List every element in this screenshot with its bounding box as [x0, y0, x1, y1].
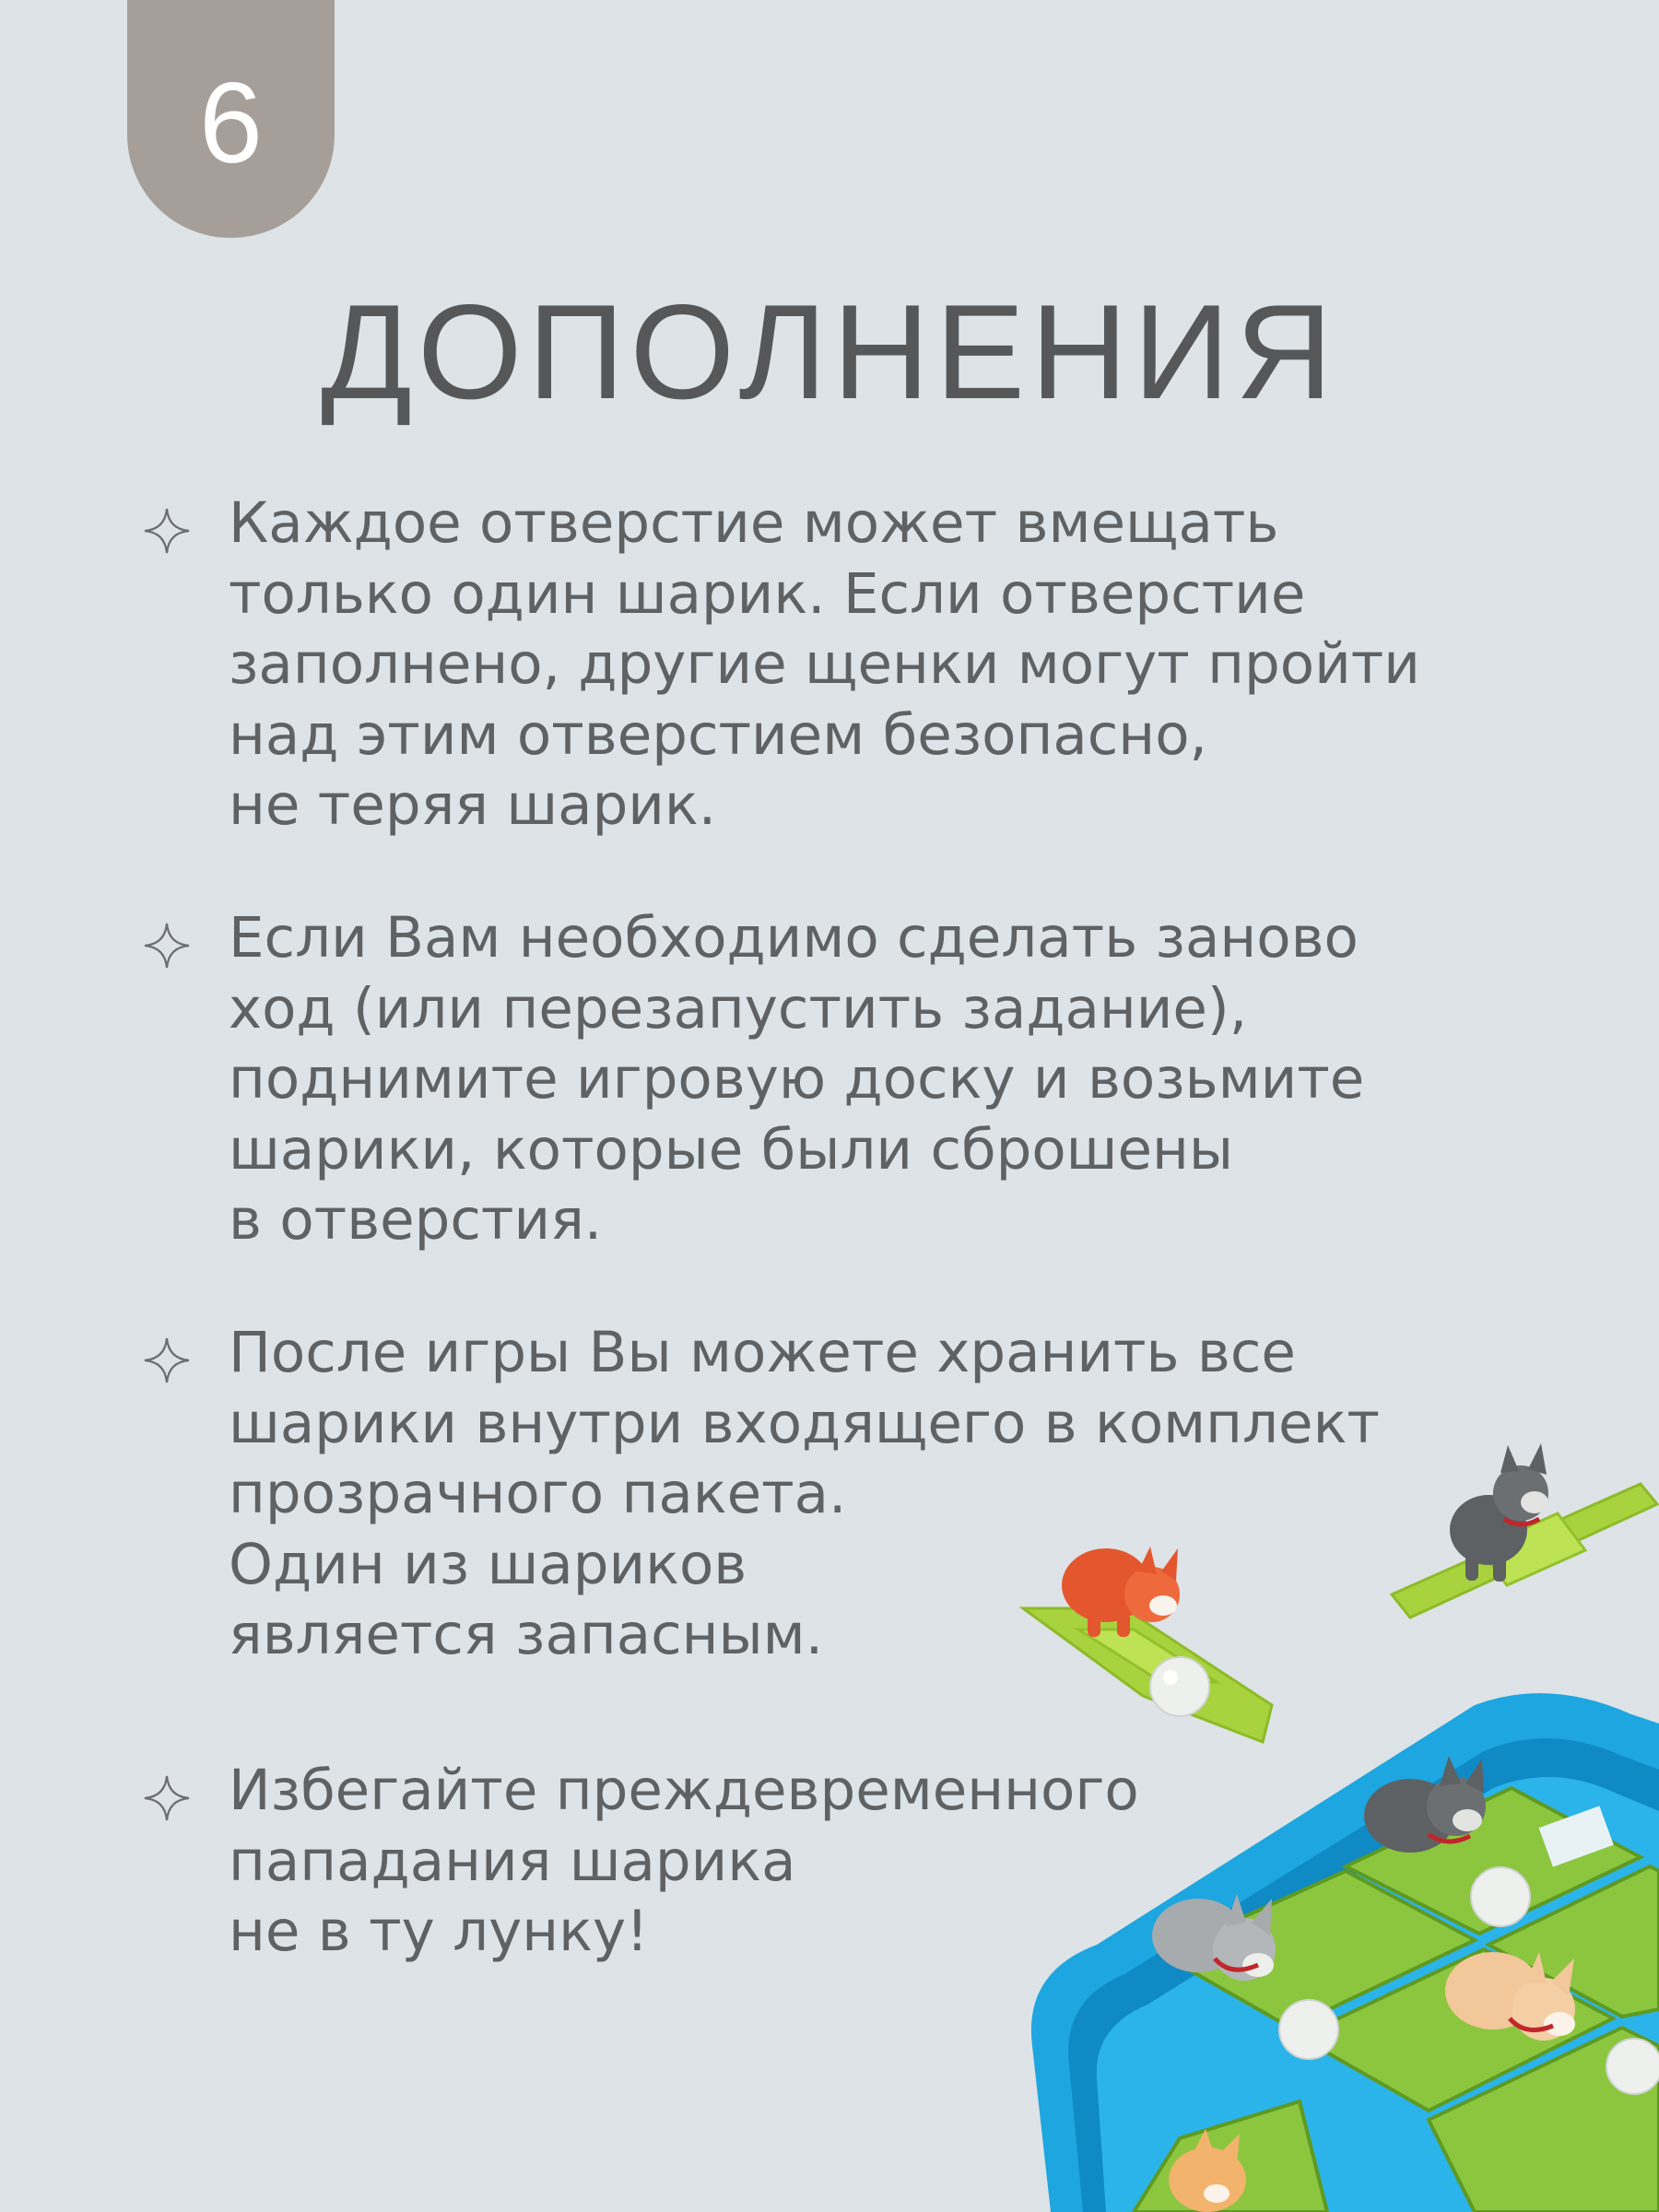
four-point-star-icon	[143, 922, 191, 970]
page-number: 6	[199, 60, 263, 187]
floating-tile-grey-dog	[1392, 1443, 1657, 1618]
puzzle-game-illustration	[995, 1401, 1659, 2212]
page-title: ДОПОЛНЕНИЯ	[321, 276, 1338, 427]
four-point-star-icon	[143, 1336, 191, 1384]
list-item-text: Избегайте преждевременного пападания шарика не в ту лунку!	[229, 1758, 1139, 1964]
four-point-star-icon	[143, 507, 191, 555]
four-point-star-icon	[143, 1774, 191, 1822]
list-item-text: После игры Вы можете хранить все шарики внутри входящего в комплект прозрачного пакета. Один из шариков является запасным.	[229, 1320, 1380, 1667]
list-item-text: Если Вам необходимо сделать заново ход (или перезапустить задание), поднимите игровую доску и возьмите шарики, которые были сброшены в отверстия.	[229, 905, 1365, 1253]
floating-tile-orange-dog	[1023, 1547, 1272, 1742]
page-number-badge	[127, 0, 335, 238]
list-item-text: Каждое отверстие может вмещать только один шарик. Если отверстие заполнено, другие щенки могут пройти над этим отверстием безопасно, не теряя шарик.	[229, 490, 1420, 838]
